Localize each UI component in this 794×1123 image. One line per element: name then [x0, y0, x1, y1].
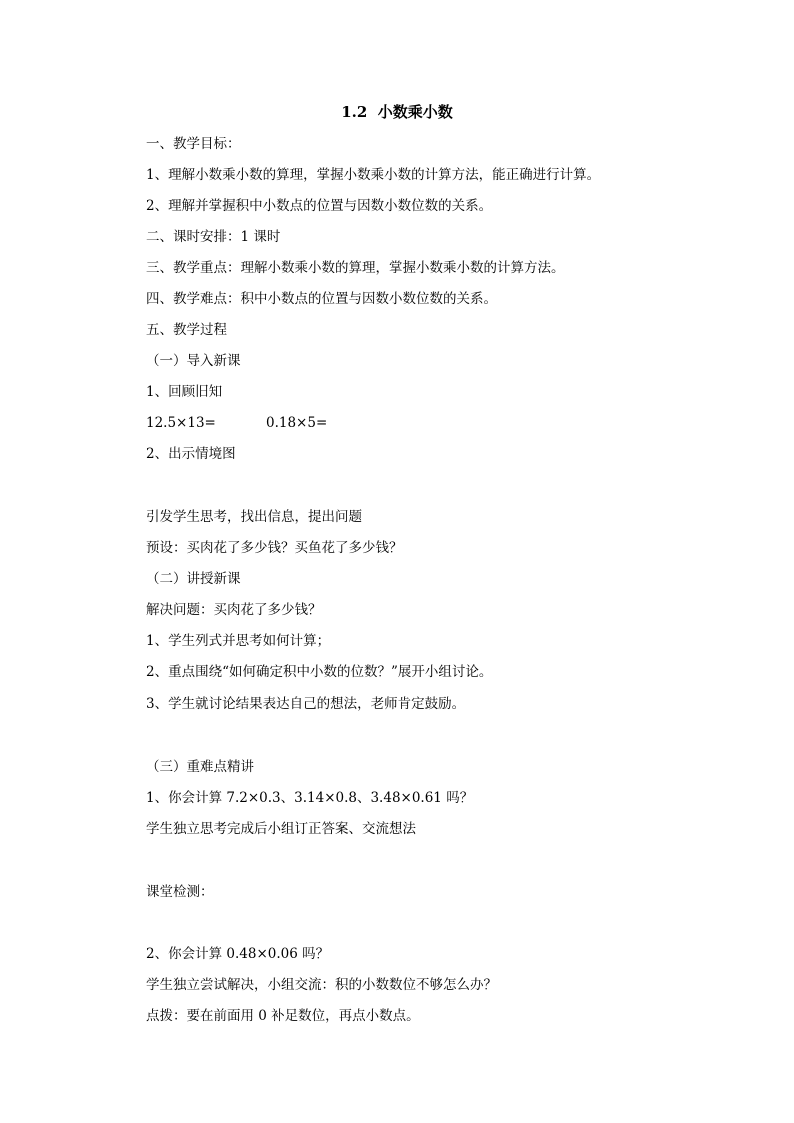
section-heading-3: （三）重难点精讲 [146, 759, 254, 775]
process-heading: 五、教学过程 [146, 322, 227, 338]
objectives-heading: 一、教学目标： [146, 136, 241, 152]
section-heading-1: （一）导入新课 [146, 353, 241, 369]
inspire-line: 引发学生思考，找出信息，提出问题 [146, 509, 362, 525]
difficult-points-line: 四、教学难点：积中小数点的位置与因数小数位数的关系。 [146, 291, 497, 307]
step-item-3: 3、学生就讨论结果表达自己的想法，老师肯定鼓励。 [146, 696, 466, 712]
question-item-1: 1、你会计算 7.2×0.3、3.14×0.8、3.48×0.61 吗？ [146, 790, 474, 806]
step-item-1: 1、学生列式并思考如何计算； [146, 633, 331, 649]
calculation-item-2: 0.18×5= [266, 415, 328, 431]
review-line: 1、回顾旧知 [146, 384, 223, 400]
solve-problem-line: 解决问题：买肉花了多少钱？ [146, 602, 322, 618]
calculation-item-1: 12.5×13= [146, 415, 216, 431]
objective-item-2: 2、理解并掌握积中小数点的位置与因数小数位数的关系。 [146, 198, 493, 214]
document-title: 1.2 小数乘小数 [341, 103, 453, 121]
question-item-2: 2、你会计算 0.48×0.06 吗？ [146, 946, 330, 962]
student-work-line-1: 学生独立思考完成后小组订正答案、交流想法 [146, 821, 416, 837]
objective-item-1: 1、理解小数乘小数的算理，掌握小数乘小数的计算方法，能正确进行计算。 [146, 167, 601, 183]
step-item-2: 2、重点围绕“如何确定积中小数的位数？”展开小组讨论。 [146, 664, 493, 680]
preset-line: 预设：买肉花了多少钱？买鱼花了多少钱？ [146, 540, 403, 556]
show-scene-line: 2、出示情境图 [146, 446, 236, 462]
classroom-check-line: 课堂检测： [146, 884, 214, 900]
key-points-line: 三、教学重点：理解小数乘小数的算理，掌握小数乘小数的计算方法。 [146, 260, 565, 276]
guidance-line: 点拨：要在前面用 0 补足数位，再点小数点。 [146, 1008, 420, 1024]
schedule-line: 二、课时安排：1 课时 [146, 229, 281, 245]
section-heading-2: （二）讲授新课 [146, 571, 241, 587]
student-work-line-2: 学生独立尝试解决，小组交流：积的小数数位不够怎么办？ [146, 977, 497, 993]
